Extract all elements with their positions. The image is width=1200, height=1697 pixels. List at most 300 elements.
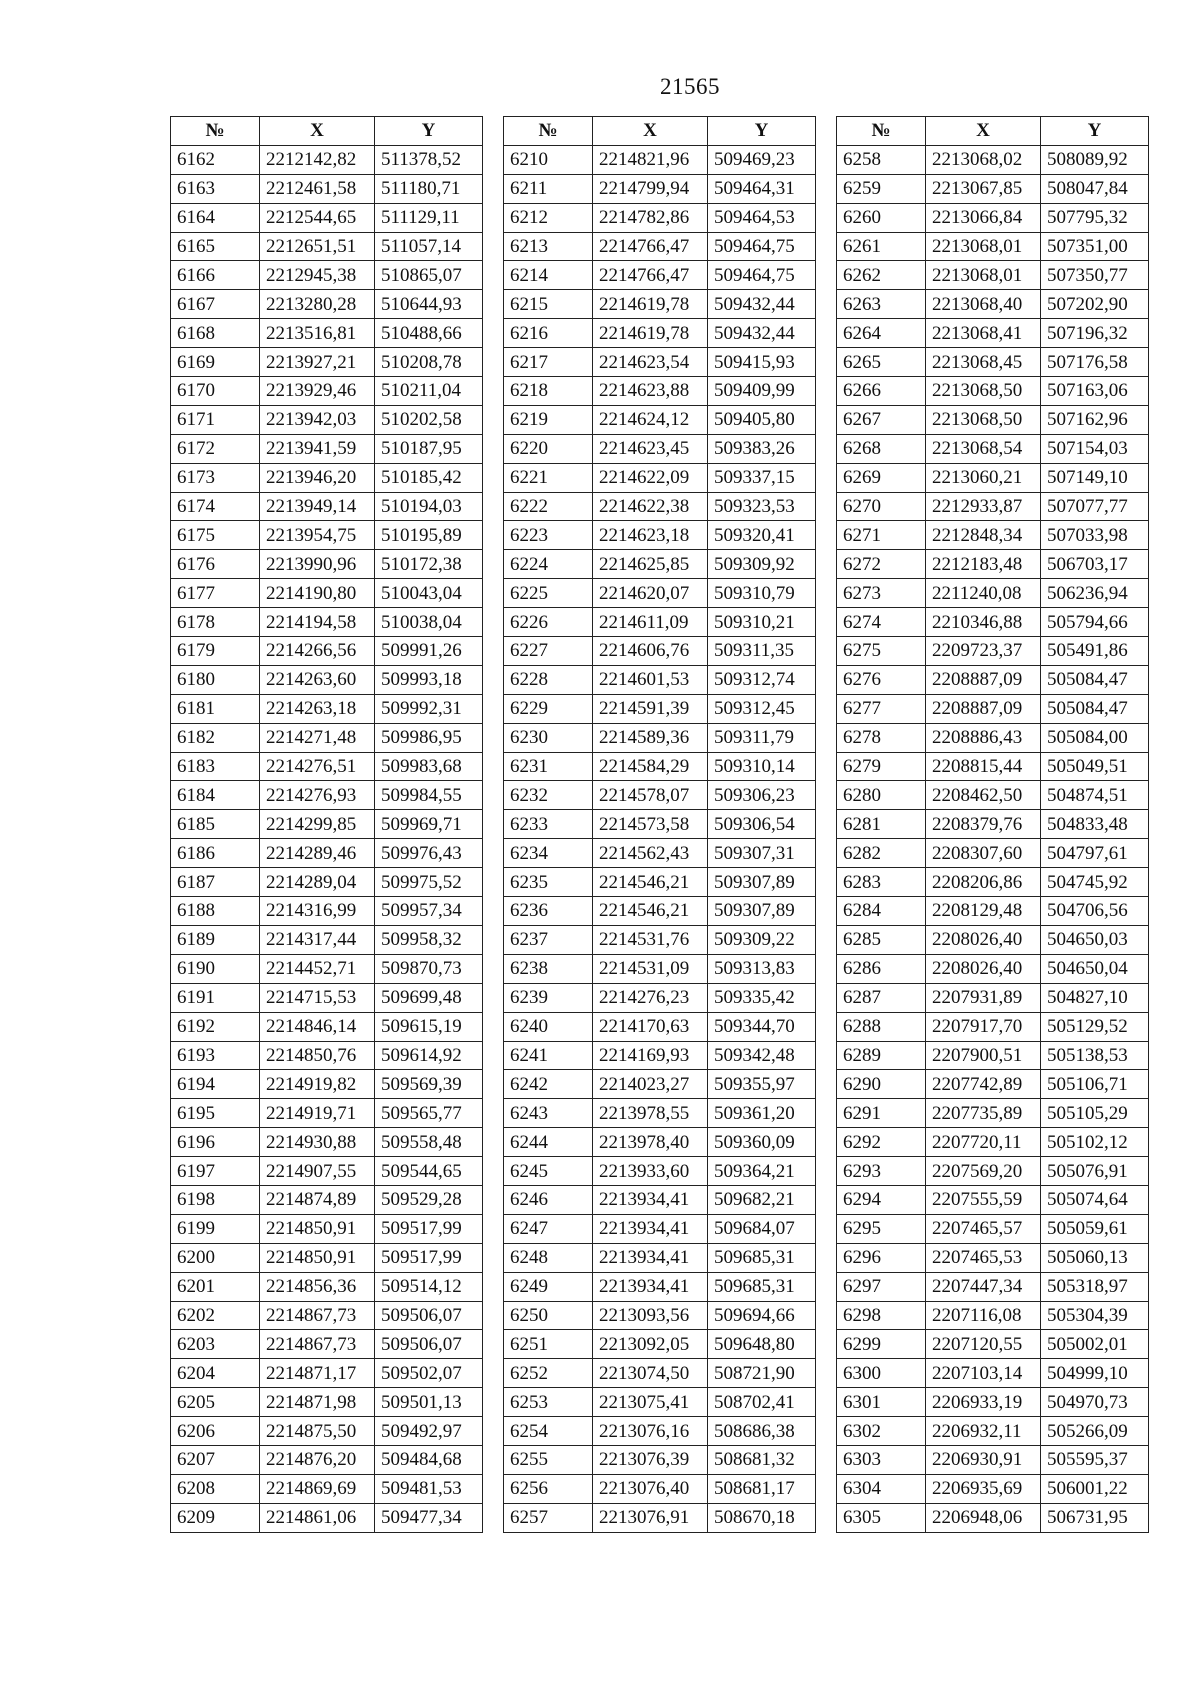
point-number-cell: 6174 bbox=[171, 492, 260, 521]
point-number-cell: 6259 bbox=[837, 174, 926, 203]
point-number-cell: 6270 bbox=[837, 492, 926, 521]
table-row bbox=[504, 1388, 816, 1417]
x-coordinate-cell: 2208886,43 bbox=[926, 723, 1041, 752]
y-coordinate-cell: 510488,66 bbox=[375, 319, 483, 348]
x-coordinate-cell: 2213076,16 bbox=[593, 1417, 708, 1446]
table-row bbox=[504, 1070, 816, 1099]
y-coordinate-cell: 505102,12 bbox=[1041, 1128, 1149, 1157]
x-coordinate-cell: 2214623,18 bbox=[593, 521, 708, 550]
x-coordinate-cell: 2213280,28 bbox=[260, 290, 375, 319]
page-number: 21565 bbox=[660, 74, 720, 99]
y-coordinate-cell: 509477,34 bbox=[375, 1503, 483, 1532]
y-coordinate-cell: 509976,43 bbox=[375, 839, 483, 868]
table-row bbox=[504, 145, 816, 174]
x-coordinate-cell: 2213060,21 bbox=[926, 463, 1041, 492]
point-number-cell: 6243 bbox=[504, 1099, 593, 1128]
x-coordinate-cell: 2213934,41 bbox=[593, 1272, 708, 1301]
x-coordinate-cell: 2214874,89 bbox=[260, 1185, 375, 1214]
x-coordinate-cell: 2212544,65 bbox=[260, 203, 375, 232]
y-coordinate-cell: 509310,21 bbox=[708, 608, 816, 637]
x-coordinate-cell: 2213929,46 bbox=[260, 377, 375, 406]
point-number-cell: 6285 bbox=[837, 925, 926, 954]
x-coordinate-cell: 2208887,09 bbox=[926, 694, 1041, 723]
x-coordinate-cell: 2214850,91 bbox=[260, 1214, 375, 1243]
x-coordinate-cell: 2214622,38 bbox=[593, 492, 708, 521]
point-number-cell: 6184 bbox=[171, 781, 260, 810]
y-coordinate-cell: 505002,01 bbox=[1041, 1330, 1149, 1359]
x-coordinate-cell: 2208129,48 bbox=[926, 897, 1041, 926]
y-coordinate-cell: 509648,80 bbox=[708, 1330, 816, 1359]
point-number-cell: 6226 bbox=[504, 608, 593, 637]
y-coordinate-cell: 504706,56 bbox=[1041, 897, 1149, 926]
x-coordinate-cell: 2214821,96 bbox=[593, 145, 708, 174]
x-coordinate-cell: 2213068,50 bbox=[926, 377, 1041, 406]
y-coordinate-cell: 509975,52 bbox=[375, 868, 483, 897]
x-coordinate-cell: 2214611,09 bbox=[593, 608, 708, 637]
point-number-cell: 6222 bbox=[504, 492, 593, 521]
table-row bbox=[837, 608, 1149, 637]
header-y: Y bbox=[375, 117, 483, 146]
point-number-cell: 6202 bbox=[171, 1301, 260, 1330]
x-coordinate-cell: 2214316,99 bbox=[260, 897, 375, 926]
table-row bbox=[504, 1474, 816, 1503]
point-number-cell: 6288 bbox=[837, 1012, 926, 1041]
table-row bbox=[504, 1157, 816, 1186]
y-coordinate-cell: 507202,90 bbox=[1041, 290, 1149, 319]
point-number-cell: 6251 bbox=[504, 1330, 593, 1359]
y-coordinate-cell: 509415,93 bbox=[708, 348, 816, 377]
y-coordinate-cell: 511057,14 bbox=[375, 232, 483, 261]
x-coordinate-cell: 2214850,91 bbox=[260, 1243, 375, 1272]
x-coordinate-cell: 2214623,45 bbox=[593, 434, 708, 463]
y-coordinate-cell: 504797,61 bbox=[1041, 839, 1149, 868]
y-coordinate-cell: 505074,64 bbox=[1041, 1185, 1149, 1214]
x-coordinate-cell: 2206932,11 bbox=[926, 1417, 1041, 1446]
y-coordinate-cell: 509685,31 bbox=[708, 1243, 816, 1272]
x-coordinate-cell: 2214276,93 bbox=[260, 781, 375, 810]
table-row bbox=[171, 232, 483, 261]
x-coordinate-cell: 2213075,41 bbox=[593, 1388, 708, 1417]
point-number-cell: 6206 bbox=[171, 1417, 260, 1446]
point-number-cell: 6281 bbox=[837, 810, 926, 839]
table-row bbox=[837, 521, 1149, 550]
y-coordinate-cell: 507163,06 bbox=[1041, 377, 1149, 406]
x-coordinate-cell: 2214263,60 bbox=[260, 665, 375, 694]
x-coordinate-cell: 2214766,47 bbox=[593, 261, 708, 290]
point-number-cell: 6195 bbox=[171, 1099, 260, 1128]
point-number-cell: 6266 bbox=[837, 377, 926, 406]
table-header-row bbox=[171, 117, 483, 146]
point-number-cell: 6257 bbox=[504, 1503, 593, 1532]
table-row bbox=[504, 1359, 816, 1388]
table-row bbox=[837, 637, 1149, 666]
point-number-cell: 6287 bbox=[837, 983, 926, 1012]
x-coordinate-cell: 2207742,89 bbox=[926, 1070, 1041, 1099]
x-coordinate-cell: 2209723,37 bbox=[926, 637, 1041, 666]
point-number-cell: 6209 bbox=[171, 1503, 260, 1532]
y-coordinate-cell: 507033,98 bbox=[1041, 521, 1149, 550]
y-coordinate-cell: 509514,12 bbox=[375, 1272, 483, 1301]
point-number-cell: 6269 bbox=[837, 463, 926, 492]
x-coordinate-cell: 2212651,51 bbox=[260, 232, 375, 261]
table-row bbox=[171, 261, 483, 290]
table-row bbox=[171, 781, 483, 810]
x-coordinate-cell: 2214867,73 bbox=[260, 1330, 375, 1359]
table-row bbox=[171, 550, 483, 579]
x-coordinate-cell: 2206930,91 bbox=[926, 1445, 1041, 1474]
x-coordinate-cell: 2208206,86 bbox=[926, 868, 1041, 897]
table-row bbox=[504, 232, 816, 261]
y-coordinate-cell: 507196,32 bbox=[1041, 319, 1149, 348]
y-coordinate-cell: 505266,09 bbox=[1041, 1417, 1149, 1446]
table-row bbox=[171, 521, 483, 550]
point-number-cell: 6208 bbox=[171, 1474, 260, 1503]
y-coordinate-cell: 508686,38 bbox=[708, 1417, 816, 1446]
x-coordinate-cell: 2212461,58 bbox=[260, 174, 375, 203]
table-row bbox=[837, 781, 1149, 810]
table-row bbox=[837, 203, 1149, 232]
table-row bbox=[504, 1301, 816, 1330]
point-number-cell: 6262 bbox=[837, 261, 926, 290]
point-number-cell: 6249 bbox=[504, 1272, 593, 1301]
point-number-cell: 6201 bbox=[171, 1272, 260, 1301]
table-row bbox=[504, 1099, 816, 1128]
table-row bbox=[171, 1272, 483, 1301]
table-row bbox=[837, 145, 1149, 174]
y-coordinate-cell: 509360,09 bbox=[708, 1128, 816, 1157]
table-row bbox=[837, 1330, 1149, 1359]
point-number-cell: 6168 bbox=[171, 319, 260, 348]
table-row bbox=[837, 1099, 1149, 1128]
point-number-cell: 6304 bbox=[837, 1474, 926, 1503]
x-coordinate-cell: 2213927,21 bbox=[260, 348, 375, 377]
y-coordinate-cell: 509309,92 bbox=[708, 550, 816, 579]
point-number-cell: 6183 bbox=[171, 752, 260, 781]
table-row bbox=[837, 839, 1149, 868]
x-coordinate-cell: 2213068,41 bbox=[926, 319, 1041, 348]
y-coordinate-cell: 510194,03 bbox=[375, 492, 483, 521]
table-row bbox=[837, 1070, 1149, 1099]
x-coordinate-cell: 2214546,21 bbox=[593, 868, 708, 897]
x-coordinate-cell: 2214289,04 bbox=[260, 868, 375, 897]
table-row bbox=[171, 290, 483, 319]
x-coordinate-cell: 2213068,01 bbox=[926, 261, 1041, 290]
x-coordinate-cell: 2214263,18 bbox=[260, 694, 375, 723]
y-coordinate-cell: 508670,18 bbox=[708, 1503, 816, 1532]
y-coordinate-cell: 505129,52 bbox=[1041, 1012, 1149, 1041]
point-number-cell: 6196 bbox=[171, 1128, 260, 1157]
x-coordinate-cell: 2214766,47 bbox=[593, 232, 708, 261]
y-coordinate-cell: 509870,73 bbox=[375, 954, 483, 983]
y-coordinate-cell: 504999,10 bbox=[1041, 1359, 1149, 1388]
x-coordinate-cell: 2212848,34 bbox=[926, 521, 1041, 550]
table-row bbox=[171, 1417, 483, 1446]
point-number-cell: 6233 bbox=[504, 810, 593, 839]
y-coordinate-cell: 509383,26 bbox=[708, 434, 816, 463]
x-coordinate-cell: 2213941,59 bbox=[260, 434, 375, 463]
point-number-cell: 6268 bbox=[837, 434, 926, 463]
x-coordinate-cell: 2208307,60 bbox=[926, 839, 1041, 868]
table-row bbox=[171, 665, 483, 694]
table-row bbox=[837, 550, 1149, 579]
table-row bbox=[171, 925, 483, 954]
table-row bbox=[504, 694, 816, 723]
table-row bbox=[504, 1243, 816, 1272]
table-row bbox=[837, 405, 1149, 434]
x-coordinate-cell: 2214623,88 bbox=[593, 377, 708, 406]
x-coordinate-cell: 2207103,14 bbox=[926, 1359, 1041, 1388]
table-row bbox=[171, 897, 483, 926]
y-coordinate-cell: 504650,03 bbox=[1041, 925, 1149, 954]
y-coordinate-cell: 509311,35 bbox=[708, 637, 816, 666]
y-coordinate-cell: 509432,44 bbox=[708, 290, 816, 319]
x-coordinate-cell: 2214919,71 bbox=[260, 1099, 375, 1128]
point-number-cell: 6305 bbox=[837, 1503, 926, 1532]
point-number-cell: 6293 bbox=[837, 1157, 926, 1186]
x-coordinate-cell: 2207735,89 bbox=[926, 1099, 1041, 1128]
x-coordinate-cell: 2214861,06 bbox=[260, 1503, 375, 1532]
y-coordinate-cell: 509344,70 bbox=[708, 1012, 816, 1041]
table-row bbox=[171, 377, 483, 406]
y-coordinate-cell: 509544,65 bbox=[375, 1157, 483, 1186]
point-number-cell: 6187 bbox=[171, 868, 260, 897]
table-row bbox=[504, 868, 816, 897]
table-row bbox=[504, 290, 816, 319]
y-coordinate-cell: 505049,51 bbox=[1041, 752, 1149, 781]
header-x: X bbox=[593, 117, 708, 146]
x-coordinate-cell: 2214194,58 bbox=[260, 608, 375, 637]
y-coordinate-cell: 505491,86 bbox=[1041, 637, 1149, 666]
x-coordinate-cell: 2214850,76 bbox=[260, 1041, 375, 1070]
table-row bbox=[837, 261, 1149, 290]
y-coordinate-cell: 509992,31 bbox=[375, 694, 483, 723]
x-coordinate-cell: 2214930,88 bbox=[260, 1128, 375, 1157]
table-row bbox=[504, 1128, 816, 1157]
y-coordinate-cell: 508681,32 bbox=[708, 1445, 816, 1474]
table-row bbox=[171, 1214, 483, 1243]
point-number-cell: 6221 bbox=[504, 463, 593, 492]
table-row bbox=[504, 1185, 816, 1214]
point-number-cell: 6275 bbox=[837, 637, 926, 666]
point-number-cell: 6166 bbox=[171, 261, 260, 290]
x-coordinate-cell: 2214546,21 bbox=[593, 897, 708, 926]
y-coordinate-cell: 505138,53 bbox=[1041, 1041, 1149, 1070]
point-number-cell: 6219 bbox=[504, 405, 593, 434]
y-coordinate-cell: 506001,22 bbox=[1041, 1474, 1149, 1503]
table-row bbox=[837, 954, 1149, 983]
x-coordinate-cell: 2213949,14 bbox=[260, 492, 375, 521]
y-coordinate-cell: 509481,53 bbox=[375, 1474, 483, 1503]
x-coordinate-cell: 2214562,43 bbox=[593, 839, 708, 868]
table-row bbox=[837, 1417, 1149, 1446]
table-row bbox=[837, 1012, 1149, 1041]
x-coordinate-cell: 2214601,53 bbox=[593, 665, 708, 694]
point-number-cell: 6242 bbox=[504, 1070, 593, 1099]
table-row bbox=[504, 897, 816, 926]
table-header-row bbox=[837, 117, 1149, 146]
x-coordinate-cell: 2214846,14 bbox=[260, 1012, 375, 1041]
x-coordinate-cell: 2213076,39 bbox=[593, 1445, 708, 1474]
x-coordinate-cell: 2207569,20 bbox=[926, 1157, 1041, 1186]
x-coordinate-cell: 2207555,59 bbox=[926, 1185, 1041, 1214]
x-coordinate-cell: 2214876,20 bbox=[260, 1445, 375, 1474]
y-coordinate-cell: 510187,95 bbox=[375, 434, 483, 463]
y-coordinate-cell: 505084,47 bbox=[1041, 665, 1149, 694]
x-coordinate-cell: 2208462,50 bbox=[926, 781, 1041, 810]
table-row bbox=[504, 463, 816, 492]
y-coordinate-cell: 509615,19 bbox=[375, 1012, 483, 1041]
y-coordinate-cell: 508089,92 bbox=[1041, 145, 1149, 174]
table-row bbox=[171, 723, 483, 752]
coordinates-table-1 bbox=[170, 116, 483, 1533]
table-row bbox=[837, 868, 1149, 897]
y-coordinate-cell: 509501,13 bbox=[375, 1388, 483, 1417]
point-number-cell: 6302 bbox=[837, 1417, 926, 1446]
y-coordinate-cell: 509307,31 bbox=[708, 839, 816, 868]
table-row bbox=[171, 1128, 483, 1157]
y-coordinate-cell: 509484,68 bbox=[375, 1445, 483, 1474]
x-coordinate-cell: 2206933,19 bbox=[926, 1388, 1041, 1417]
x-coordinate-cell: 2214317,44 bbox=[260, 925, 375, 954]
table-row bbox=[837, 1214, 1149, 1243]
table-row bbox=[504, 1041, 816, 1070]
table-row bbox=[504, 377, 816, 406]
point-number-cell: 6212 bbox=[504, 203, 593, 232]
x-coordinate-cell: 2207120,55 bbox=[926, 1330, 1041, 1359]
table-row bbox=[504, 954, 816, 983]
y-coordinate-cell: 507077,77 bbox=[1041, 492, 1149, 521]
y-coordinate-cell: 509310,14 bbox=[708, 752, 816, 781]
point-number-cell: 6246 bbox=[504, 1185, 593, 1214]
table-row bbox=[837, 1445, 1149, 1474]
table-row bbox=[171, 174, 483, 203]
x-coordinate-cell: 2214625,85 bbox=[593, 550, 708, 579]
x-coordinate-cell: 2214289,46 bbox=[260, 839, 375, 868]
table-row bbox=[837, 723, 1149, 752]
point-number-cell: 6283 bbox=[837, 868, 926, 897]
point-number-cell: 6224 bbox=[504, 550, 593, 579]
table-row bbox=[171, 810, 483, 839]
x-coordinate-cell: 2213934,41 bbox=[593, 1185, 708, 1214]
x-coordinate-cell: 2213516,81 bbox=[260, 319, 375, 348]
x-coordinate-cell: 2213946,20 bbox=[260, 463, 375, 492]
table-row bbox=[837, 1243, 1149, 1272]
y-coordinate-cell: 509694,66 bbox=[708, 1301, 816, 1330]
point-number-cell: 6217 bbox=[504, 348, 593, 377]
table-row bbox=[504, 434, 816, 463]
point-number-cell: 6197 bbox=[171, 1157, 260, 1186]
table-row bbox=[837, 174, 1149, 203]
point-number-cell: 6164 bbox=[171, 203, 260, 232]
point-number-cell: 6220 bbox=[504, 434, 593, 463]
x-coordinate-cell: 2208026,40 bbox=[926, 954, 1041, 983]
x-coordinate-cell: 2213068,45 bbox=[926, 348, 1041, 377]
point-number-cell: 6214 bbox=[504, 261, 593, 290]
table-row bbox=[171, 434, 483, 463]
table-row bbox=[504, 925, 816, 954]
y-coordinate-cell: 507795,32 bbox=[1041, 203, 1149, 232]
point-number-cell: 6179 bbox=[171, 637, 260, 666]
table-row bbox=[837, 1157, 1149, 1186]
y-coordinate-cell: 509969,71 bbox=[375, 810, 483, 839]
y-coordinate-cell: 509364,21 bbox=[708, 1157, 816, 1186]
table-row bbox=[504, 1012, 816, 1041]
table-row bbox=[171, 405, 483, 434]
x-coordinate-cell: 2212933,87 bbox=[926, 492, 1041, 521]
x-coordinate-cell: 2213067,85 bbox=[926, 174, 1041, 203]
point-number-cell: 6273 bbox=[837, 579, 926, 608]
y-coordinate-cell: 504650,04 bbox=[1041, 954, 1149, 983]
point-number-cell: 6210 bbox=[504, 145, 593, 174]
point-number-cell: 6207 bbox=[171, 1445, 260, 1474]
y-coordinate-cell: 509307,89 bbox=[708, 897, 816, 926]
x-coordinate-cell: 2213954,75 bbox=[260, 521, 375, 550]
y-coordinate-cell: 509565,77 bbox=[375, 1099, 483, 1128]
table-row bbox=[171, 1012, 483, 1041]
point-number-cell: 6191 bbox=[171, 983, 260, 1012]
point-number-cell: 6282 bbox=[837, 839, 926, 868]
point-number-cell: 6205 bbox=[171, 1388, 260, 1417]
table-row bbox=[171, 579, 483, 608]
x-coordinate-cell: 2214531,09 bbox=[593, 954, 708, 983]
point-number-cell: 6239 bbox=[504, 983, 593, 1012]
point-number-cell: 6203 bbox=[171, 1330, 260, 1359]
point-number-cell: 6192 bbox=[171, 1012, 260, 1041]
table-row bbox=[837, 1388, 1149, 1417]
table-row bbox=[171, 1185, 483, 1214]
y-coordinate-cell: 509957,34 bbox=[375, 897, 483, 926]
x-coordinate-cell: 2214271,48 bbox=[260, 723, 375, 752]
table-row bbox=[837, 810, 1149, 839]
point-number-cell: 6278 bbox=[837, 723, 926, 752]
x-coordinate-cell: 2214867,73 bbox=[260, 1301, 375, 1330]
point-number-cell: 6261 bbox=[837, 232, 926, 261]
x-coordinate-cell: 2213942,03 bbox=[260, 405, 375, 434]
x-coordinate-cell: 2213933,60 bbox=[593, 1157, 708, 1186]
point-number-cell: 6300 bbox=[837, 1359, 926, 1388]
point-number-cell: 6194 bbox=[171, 1070, 260, 1099]
table-row bbox=[171, 752, 483, 781]
table-row bbox=[504, 492, 816, 521]
y-coordinate-cell: 509685,31 bbox=[708, 1272, 816, 1301]
y-coordinate-cell: 509502,07 bbox=[375, 1359, 483, 1388]
table-row bbox=[504, 521, 816, 550]
y-coordinate-cell: 508702,41 bbox=[708, 1388, 816, 1417]
table-row bbox=[171, 1445, 483, 1474]
y-coordinate-cell: 510208,78 bbox=[375, 348, 483, 377]
y-coordinate-cell: 511129,11 bbox=[375, 203, 483, 232]
coordinates-table-3 bbox=[836, 116, 1149, 1533]
table-row bbox=[504, 1214, 816, 1243]
point-number-cell: 6237 bbox=[504, 925, 593, 954]
point-number-cell: 6199 bbox=[171, 1214, 260, 1243]
table-row bbox=[171, 319, 483, 348]
x-coordinate-cell: 2214276,51 bbox=[260, 752, 375, 781]
y-coordinate-cell: 507154,03 bbox=[1041, 434, 1149, 463]
table-row bbox=[837, 1185, 1149, 1214]
y-coordinate-cell: 509464,75 bbox=[708, 232, 816, 261]
y-coordinate-cell: 509310,79 bbox=[708, 579, 816, 608]
x-coordinate-cell: 2206948,06 bbox=[926, 1503, 1041, 1532]
table-row bbox=[171, 1243, 483, 1272]
point-number-cell: 6253 bbox=[504, 1388, 593, 1417]
x-coordinate-cell: 2214573,58 bbox=[593, 810, 708, 839]
point-number-cell: 6172 bbox=[171, 434, 260, 463]
point-number-cell: 6292 bbox=[837, 1128, 926, 1157]
table-row bbox=[504, 579, 816, 608]
point-number-cell: 6229 bbox=[504, 694, 593, 723]
point-number-cell: 6255 bbox=[504, 1445, 593, 1474]
